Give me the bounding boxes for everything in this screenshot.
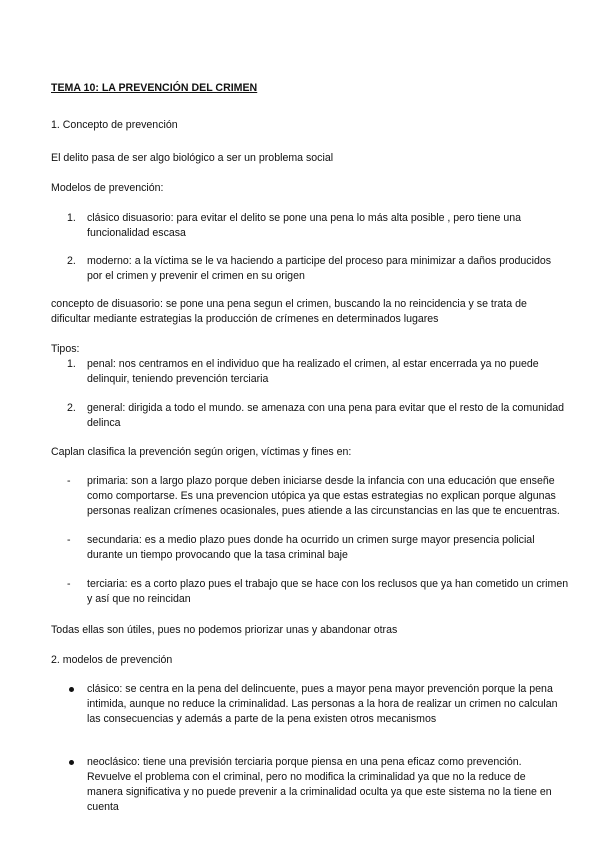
text-line: y así que no reincidan — [87, 593, 191, 605]
list-marker: - — [67, 534, 71, 546]
list-item-text — [87, 682, 587, 727]
text-line: intimida, aunque no reduce la criminalidad. Las personas a la hora de realizar un crimen no calculan — [87, 698, 558, 710]
text-line: terciaria: es a corto plazo pues el trabajo que se hace con los reclusos que ya han cometido un crimen — [87, 578, 569, 590]
list-item-text — [87, 577, 587, 607]
list-marker: 2. — [67, 255, 76, 267]
document-title: TEMA 10: LA PREVENCIÓN DEL CRIMEN — [51, 82, 258, 94]
list-item-text — [87, 357, 587, 387]
text-line: delinquir, teniendo prevención terciaria — [87, 373, 269, 385]
text-line: clásico: se centra en la pena del delincuente, pues a mayor pena mayor prevención porque la pena — [87, 683, 553, 695]
text-line: primaria: son a largo plazo porque deben iniciarse desde la infancia con una educación que enseñe — [87, 475, 555, 487]
text-line: clásico disuasorio: para evitar el delito se pone una pena lo más alta posible , pero tiene una — [87, 212, 522, 224]
list-marker: - — [67, 475, 71, 487]
text-line: concepto de disuasorio: se pone una pena segun el crimen, buscando la no reincidencia y se trata de — [51, 298, 527, 310]
text-line: cuenta — [87, 801, 119, 813]
list-item-text — [87, 533, 587, 563]
text-line: secundaria: es a medio plazo pues donde ha ocurrido un crimen surge mayor presencia policial — [87, 534, 535, 546]
list-item-text — [87, 755, 587, 815]
text-line: neoclásico: tiene una previsión terciaria porque piensa en una pena eficaz como prevención. — [87, 756, 522, 768]
text-line: Revuelve el problema con el criminal, pero no modifica la criminalidad ya que no la reduce de — [87, 771, 526, 783]
list-marker: - — [67, 578, 71, 590]
text-line: como comportarse. Es una prevencion utópica ya que estas estrategias no explican porque algunas — [87, 490, 556, 502]
list-item-text — [87, 401, 587, 431]
text-line: durante un tiempo provocando que la tasa criminal baje — [87, 549, 348, 561]
models-heading: Modelos de prevención: — [51, 182, 164, 194]
text-line: personas realizan crímenes ocasionales, pues atiende a las circunstancias en las que te encuentras. — [87, 505, 560, 517]
section-heading-1: 1. Concepto de prevención — [51, 119, 178, 131]
list-item-text — [87, 254, 587, 284]
list-item-text — [87, 211, 587, 241]
bullet-icon — [69, 760, 74, 765]
tipos-heading: Tipos: — [51, 343, 80, 355]
caplan-paragraph: Caplan clasifica la prevención según origen, víctimas y fines en: — [51, 446, 352, 458]
text-line: las consecuencias y además a parte de la pena existen otros mecanismos — [87, 713, 437, 725]
text-line: dificultar mediante estrategias la producción de crímenes en determinados lugares — [51, 313, 439, 325]
list-item-text — [87, 474, 587, 519]
text-line: penal: nos centramos en el individuo que ha realizado el crimen, al estar encerrada ya no puede — [87, 358, 539, 370]
text-line: moderno: a la víctima se le va haciendo a participe del proceso para minimizar a daños producidos — [87, 255, 552, 267]
list-marker: 1. — [67, 212, 76, 224]
list-marker: 2. — [67, 402, 76, 414]
text-line: manera significativa y no puede prevenir a la criminalidad oculta ya que este sistema no la tiene en — [87, 786, 552, 798]
bullet-icon — [69, 687, 74, 692]
text-line: funcionalidad escasa — [87, 227, 186, 239]
text-line: por el crimen y prevenir el crimen en su origen — [87, 270, 305, 282]
section-heading-2: 2. modelos de prevención — [51, 654, 173, 666]
intro-paragraph: El delito pasa de ser algo biológico a ser un problema social — [51, 152, 334, 164]
list-marker: 1. — [67, 358, 76, 370]
disuasorio-paragraph — [51, 297, 581, 327]
todas-paragraph: Todas ellas son útiles, pues no podemos priorizar unas y abandonar otras — [51, 624, 398, 636]
text-line: delinca — [87, 417, 121, 429]
text-line: general: dirigida a todo el mundo. se amenaza con una pena para evitar que el resto de la comunidad — [87, 402, 565, 414]
